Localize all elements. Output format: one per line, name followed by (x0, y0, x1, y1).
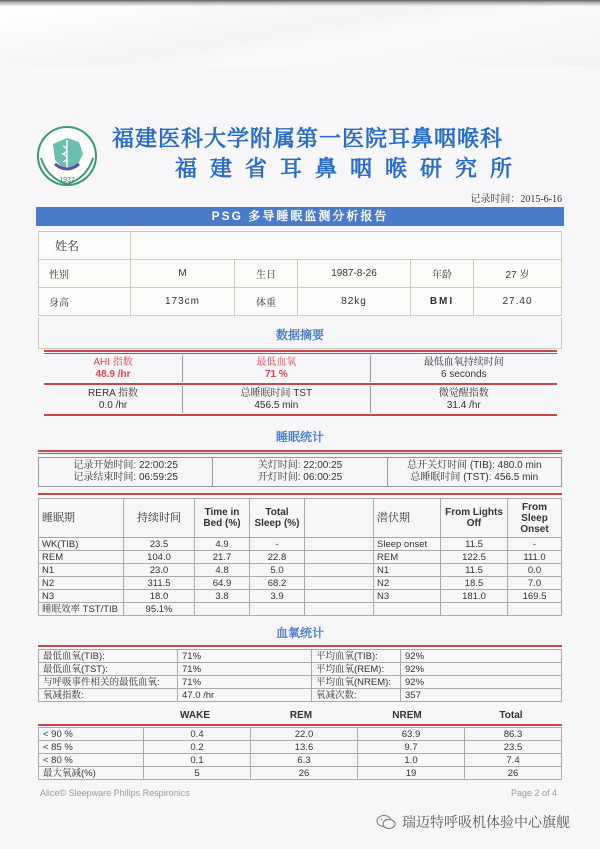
cell (305, 551, 374, 564)
table-row (39, 767, 562, 780)
cell: 平均血氧(TIB): (312, 650, 401, 663)
table-row (39, 564, 562, 577)
hospital-logo-icon (33, 124, 101, 192)
cell: < 80 % (39, 754, 144, 767)
table-row (39, 663, 562, 676)
min-spo2-cell (182, 355, 369, 382)
table-row (39, 741, 562, 754)
page-number: Page 2 of 4 (510, 788, 557, 798)
desat-col-wake: WAKE (180, 710, 210, 721)
totals-cell (387, 458, 561, 487)
ahi-value: 48.9 /hr (95, 369, 131, 380)
table-row (39, 728, 562, 741)
rera-cell (44, 386, 182, 413)
min-spo2-duration-label: 最低血氧持续时间 (423, 357, 504, 368)
wechat-icon (376, 814, 396, 830)
desat-col-label (38, 710, 142, 721)
cell (305, 590, 374, 603)
col-time-in-bed: Time in Bed (%) (195, 499, 250, 538)
table-row (39, 577, 562, 590)
cell: 26 (465, 767, 562, 780)
cell: 氧减指数: (39, 689, 178, 702)
bmi-value: 27.40 (474, 288, 562, 316)
arousal-cell (370, 386, 557, 413)
cell: 357 (401, 689, 562, 702)
col-spacer (305, 499, 374, 538)
tst-cell (182, 386, 369, 413)
cell: 11.5 (441, 564, 508, 577)
sex-label: 性别 (39, 260, 131, 288)
sleep-efficiency-label: 睡眠效率 TST/TIB (39, 603, 124, 616)
cell: 3.8 (195, 590, 250, 603)
desat-col-rem: REM (289, 710, 313, 721)
col-stage: 睡眠期 (39, 499, 124, 538)
sleep-stats-title: 睡眠统计 (275, 430, 324, 444)
oxygen-rule (38, 644, 562, 648)
cell: 7.0 (508, 577, 562, 590)
cell: 11.5 (441, 538, 508, 551)
cell: 92% (401, 663, 562, 676)
recording-times-cell (39, 458, 213, 487)
desaturation-table (38, 727, 562, 780)
cell: 6.3 (251, 754, 358, 767)
cell: 68.2 (250, 577, 305, 590)
table-row (39, 754, 562, 767)
cell: 23.5 (465, 741, 562, 754)
tst-value: 456.5 min (254, 400, 299, 411)
patient-info-table (38, 231, 562, 316)
cell: 181.0 (441, 590, 508, 603)
table-row (39, 551, 562, 564)
cell: 18.0 (124, 590, 195, 603)
cell: WK(TIB) (39, 538, 124, 551)
cell: 7.4 (465, 754, 562, 767)
lights-off: 关灯时间: 22:00:25 (257, 460, 343, 471)
cell: 0.1 (144, 754, 251, 767)
col-from-lights-off: From Lights Off (441, 499, 508, 538)
dob-value: 1987-8-26 (298, 260, 411, 288)
cell: - (508, 538, 562, 551)
cell (305, 538, 374, 551)
summary-title: 数据摘要 (275, 328, 324, 342)
cell: 26 (251, 767, 358, 780)
cell: 3.9 (250, 590, 305, 603)
cell: 111.0 (508, 551, 562, 564)
cell (305, 577, 374, 590)
weight-label: 体重 (235, 288, 298, 316)
cell: N3 (39, 590, 124, 603)
cell: 22.0 (251, 728, 358, 741)
software-credit: Alice© Sleepware Philips Respironics (40, 788, 190, 798)
cell: 92% (401, 650, 562, 663)
record-end: 记录结束时间: 06:59:25 (73, 472, 178, 483)
cell: 47.0 /hr (178, 689, 312, 702)
table-row (39, 650, 562, 663)
cell: 71% (178, 650, 312, 663)
tst-label: 总睡眠时间 TST (240, 388, 313, 399)
cell: 4.9 (195, 538, 250, 551)
cell: 71% (178, 663, 312, 676)
cell (250, 603, 305, 616)
rera-value: 0.0 /hr (98, 400, 128, 411)
cell: N2 (39, 577, 124, 590)
cell: REM (374, 551, 441, 564)
min-spo2-label: 最低血氧 (256, 357, 297, 368)
cell: 5.0 (250, 564, 305, 577)
cell: N3 (374, 590, 441, 603)
table-row (39, 590, 562, 603)
cell: 23.0 (124, 564, 195, 577)
arousal-value: 31.4 /hr (446, 400, 481, 411)
dob-label: 生日 (235, 260, 298, 288)
svg-text:1937: 1937 (59, 177, 75, 184)
cell: 氧减次数: (312, 689, 401, 702)
age-label: 年龄 (411, 260, 474, 288)
cell: < 85 % (39, 741, 144, 754)
min-spo2-duration-cell (370, 355, 557, 382)
desat-col-total: Total (499, 710, 523, 721)
oxygen-title: 血氧统计 (275, 626, 324, 640)
cell (305, 603, 374, 616)
watermark-text: 瑞迈特呼吸机体验中心旗舰 (402, 814, 570, 830)
cell: 21.7 (195, 551, 250, 564)
lights-times-cell (213, 458, 387, 487)
min-spo2-duration-value: 6 seconds (440, 369, 487, 380)
cell: 63.9 (358, 728, 465, 741)
name-value (131, 232, 562, 260)
ahi-cell (44, 355, 182, 382)
hospital-name: 福建医科大学附属第一医院耳鼻咽喉科 (112, 127, 504, 152)
cell: 1.0 (358, 754, 465, 767)
recording-times-table (38, 457, 562, 487)
weight-value: 82kg (298, 288, 411, 316)
cell: 19 (358, 767, 465, 780)
bmi-label: BMI (411, 288, 474, 316)
cell: 9.7 (358, 741, 465, 754)
ahi-label: AHI 指数 (93, 357, 133, 368)
cell: N1 (374, 564, 441, 577)
cell: Sleep onset (374, 538, 441, 551)
table-row (39, 676, 562, 689)
height-value: 173cm (131, 288, 235, 316)
watermark (376, 812, 570, 832)
desat-col-nrem: NREM (392, 710, 422, 721)
cell: 311.5 (124, 577, 195, 590)
cell: 0.2 (144, 741, 251, 754)
cell: 104.0 (124, 551, 195, 564)
cell (305, 564, 374, 577)
cell: 0.4 (144, 728, 251, 741)
cell: 92% (401, 676, 562, 689)
col-total-sleep: Total Sleep (%) (250, 499, 305, 538)
col-from-sleep-onset: From Sleep Onset (508, 499, 562, 538)
cell: 平均血氧(NREM): (312, 676, 401, 689)
report-title: PSG 多导睡眠监测分析报告 (36, 207, 564, 226)
cell: 0.0 (508, 564, 562, 577)
cell (441, 603, 508, 616)
cell: 13.6 (251, 741, 358, 754)
cell: 71% (178, 676, 312, 689)
cell (195, 603, 250, 616)
rera-label: RERA 指数 (88, 388, 139, 399)
cell: 最低血氧(TIB): (39, 650, 178, 663)
desat-header (38, 710, 562, 721)
paper-fold (0, 6, 600, 66)
tib-total: 总开关灯时间 (TIB): 480.0 min (407, 460, 542, 471)
table-row (39, 538, 562, 551)
arousal-label: 微觉醒指数 (438, 388, 489, 399)
cell (508, 603, 562, 616)
institute-name: 福建省耳鼻咽喉研究所 (175, 157, 526, 182)
cell: 与呼吸事件相关的最低血氧: (39, 676, 178, 689)
table-row (39, 603, 562, 616)
cell: 122.5 (441, 551, 508, 564)
tst-total: 总睡眠时间 (TST): 456.5 min (410, 472, 539, 483)
cell: N2 (374, 577, 441, 590)
sleep-stats-rule (38, 449, 562, 455)
cell: 4.8 (195, 564, 250, 577)
sex-value: M (131, 260, 235, 288)
record-time: 记录时间：2015-6-16 (470, 194, 562, 205)
cell: 22.8 (250, 551, 305, 564)
stage-rule (38, 492, 562, 496)
cell: 23.5 (124, 538, 195, 551)
cell (374, 603, 441, 616)
col-latency: 潜伏期 (374, 499, 441, 538)
height-label: 身高 (39, 288, 131, 316)
sleep-efficiency-value: 95.1% (124, 603, 195, 616)
lights-on: 开灯时间: 06:00:25 (257, 472, 343, 483)
cell: 5 (144, 767, 251, 780)
col-duration: 持续时间 (124, 499, 195, 538)
cell: - (250, 538, 305, 551)
table-row (39, 689, 562, 702)
sleep-stage-table (38, 498, 562, 616)
cell: 最低血氧(TST): (39, 663, 178, 676)
cell: 169.5 (508, 590, 562, 603)
cell: 18.5 (441, 577, 508, 590)
cell: REM (39, 551, 124, 564)
min-spo2-value: 71 % (264, 369, 288, 380)
cell: 86.3 (465, 728, 562, 741)
data-summary (44, 349, 557, 417)
cell: 最大氧减(%) (39, 767, 144, 780)
cell: 平均血氧(REM): (312, 663, 401, 676)
age-value: 27 岁 (474, 260, 562, 288)
record-start: 记录开始时间: 22:00:25 (73, 460, 178, 471)
cell: < 90 % (39, 728, 144, 741)
cell: N1 (39, 564, 124, 577)
table-header-row (39, 499, 562, 538)
oxygen-table (38, 649, 562, 702)
name-label: 姓名 (39, 232, 131, 260)
cell: 64.9 (195, 577, 250, 590)
